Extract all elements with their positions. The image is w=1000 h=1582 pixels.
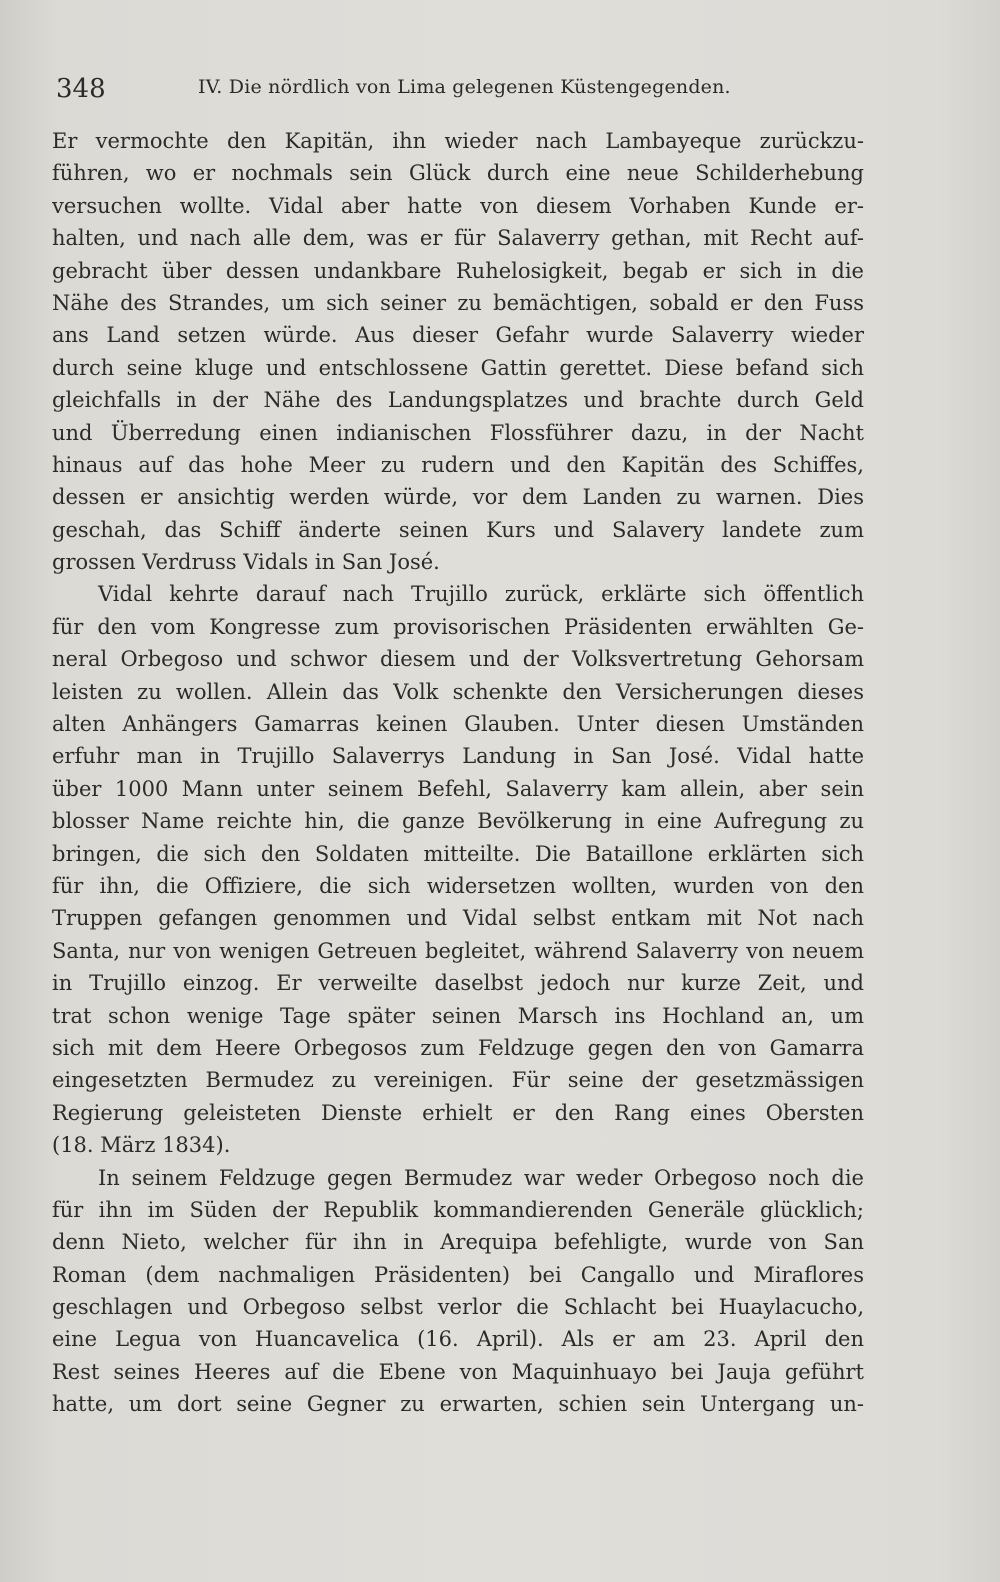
text-line: Rest seines Heeres auf die Ebene von Maquinhuayo bei Jauja geführt — [52, 1359, 864, 1384]
text-line: bringen, die sich den Soldaten mitteilte. Die Bataillone erklärten sich — [52, 841, 864, 866]
text-line: Santa, nur von wenigen Getreuen begleitet, während Salaverry von neuem — [52, 938, 864, 963]
page-header — [56, 70, 856, 110]
text-line: alten Anhängers Gamarras keinen Glauben. Unter diesen Umständen — [52, 712, 864, 737]
text-line: Nähe des Strandes, um sich seiner zu bemächtigen, sobald er den Fuss — [52, 290, 864, 315]
text-line: versuchen wollte. Vidal aber hatte von diesem Vorhaben Kunde er- — [52, 193, 864, 218]
text-line: sich mit dem Heere Orbegosos zum Feldzuge gegen den von Gamarra — [52, 1035, 864, 1060]
text-line: In seinem Feldzuge gegen Bermudez war weder Orbegoso noch die — [98, 1165, 864, 1190]
text-line: für ihn im Süden der Republik kommandierenden Generäle glücklich; — [52, 1197, 864, 1222]
text-line: Truppen gefangen genommen und Vidal selbst entkam mit Not nach — [52, 906, 864, 931]
text-line: blosser Name reichte hin, die ganze Bevölkerung in eine Aufregung zu — [52, 809, 864, 834]
text-line: in Trujillo einzog. Er verweilte daselbst jedoch nur kurze Zeit, und — [52, 971, 864, 996]
text-line: neral Orbegoso und schwor diesem und der Volksvertretung Gehorsam — [52, 647, 864, 672]
text-line: eingesetzten Bermudez zu vereinigen. Für seine der gesetzmässigen — [52, 1068, 864, 1093]
text-line: Vidal kehrte darauf nach Trujillo zurück, erklärte sich öffentlich — [98, 582, 864, 607]
running-head: IV. Die nördlich von Lima gelegenen Küstengegenden. — [198, 76, 731, 98]
text-line: hatte, um dort seine Gegner zu erwarten, schien sein Untergang un- — [52, 1392, 864, 1417]
text-line: denn Nieto, welcher für ihn in Arequipa befehligte, wurde von San — [52, 1230, 864, 1255]
text-line: dessen er ansichtig werden würde, vor dem Landen zu warnen. Dies — [52, 485, 864, 510]
text-line: hinaus auf das hohe Meer zu rudern und den Kapitän des Schiffes, — [52, 452, 864, 477]
text-line: geschlagen und Orbegoso selbst verlor die Schlacht bei Huaylacucho, — [52, 1295, 864, 1320]
text-line: gebracht über dessen undankbare Ruhelosigkeit, begab er sich in die — [52, 258, 864, 283]
text-line: Er vermochte den Kapitän, ihn wieder nach Lambayeque zurückzu- — [52, 129, 864, 153]
text-line: ans Land setzen würde. Aus dieser Gefahr wurde Salaverry wieder — [52, 323, 864, 348]
text-line: geschah, das Schiff änderte seinen Kurs und Salavery landete zum — [52, 517, 864, 542]
text-line: eine Legua von Huancavelica (16. April). Als er am 23. April den — [52, 1327, 864, 1352]
body-text — [52, 125, 864, 1421]
text-line: Regierung geleisteten Dienste erhielt er den Rang eines Obersten — [52, 1100, 864, 1125]
text-line: und Überredung einen indianischen Flossführer dazu, in der Nacht — [52, 420, 864, 445]
text-line: halten, und nach alle dem, was er für Salaverry gethan, mit Recht auf- — [52, 226, 864, 251]
text-line: über 1000 Mann unter seinem Befehl, Salaverry kam allein, aber sein — [52, 776, 864, 801]
text-line: Roman (dem nachmaligen Präsidenten) bei Cangallo und Miraflores — [52, 1262, 864, 1287]
text-line: erfuhr man in Trujillo Salaverrys Landung in San José. Vidal hatte — [52, 744, 864, 769]
text-line: für ihn, die Offiziere, die sich widersetzen wollten, wurden von den — [52, 873, 864, 898]
page-number: 348 — [56, 74, 106, 104]
text-line: (18. März 1834). — [52, 1133, 231, 1158]
text-line: für den vom Kongresse zum provisorischen Präsidenten erwählten Ge- — [52, 614, 864, 639]
text-line: leisten zu wollen. Allein das Volk schenkte den Versicherungen dieses — [52, 679, 864, 704]
text-line: durch seine kluge und entschlossene Gattin gerettet. Diese befand sich — [52, 355, 864, 380]
text-line: trat schon wenige Tage später seinen Marsch ins Hochland an, um — [52, 1003, 864, 1028]
text-line: gleichfalls in der Nähe des Landungsplatzes und brachte durch Geld — [52, 388, 864, 413]
text-line: führen, wo er nochmals sein Glück durch eine neue Schilderhebung — [52, 161, 864, 186]
text-line: grossen Verdruss Vidals in San José. — [52, 550, 440, 575]
